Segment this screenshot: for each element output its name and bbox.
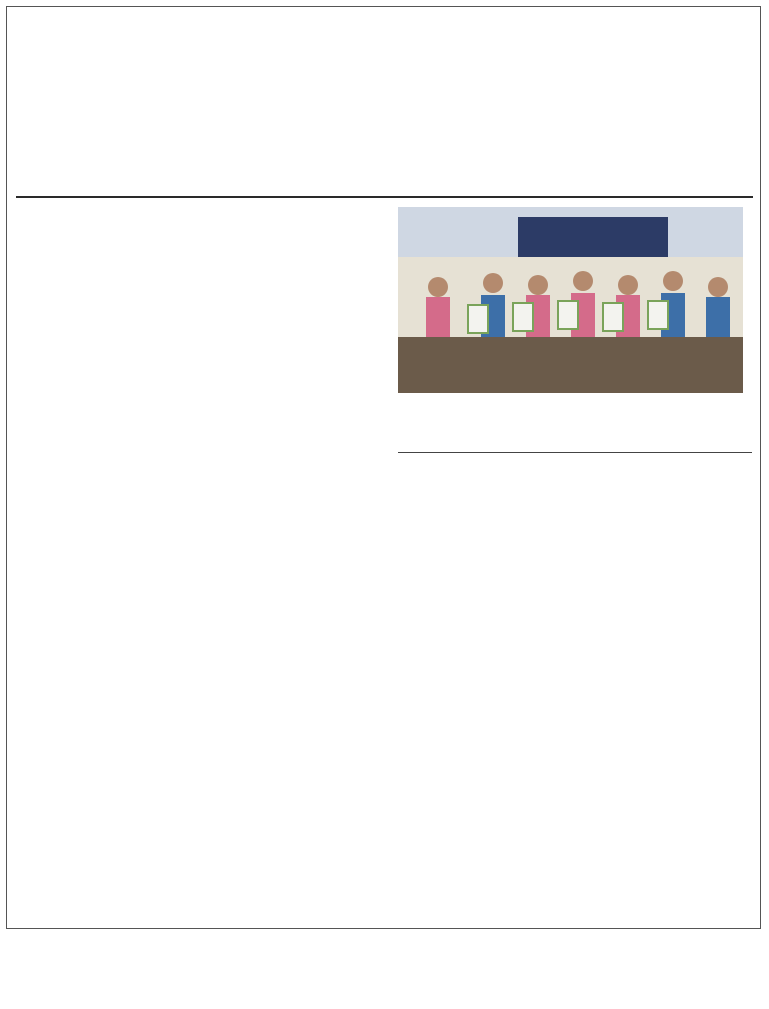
caption-divider — [398, 452, 752, 453]
page-frame — [6, 6, 761, 929]
article-photo — [398, 207, 743, 393]
photo-illustration — [398, 207, 743, 393]
masthead — [0, 18, 769, 98]
headline-divider — [16, 196, 753, 198]
